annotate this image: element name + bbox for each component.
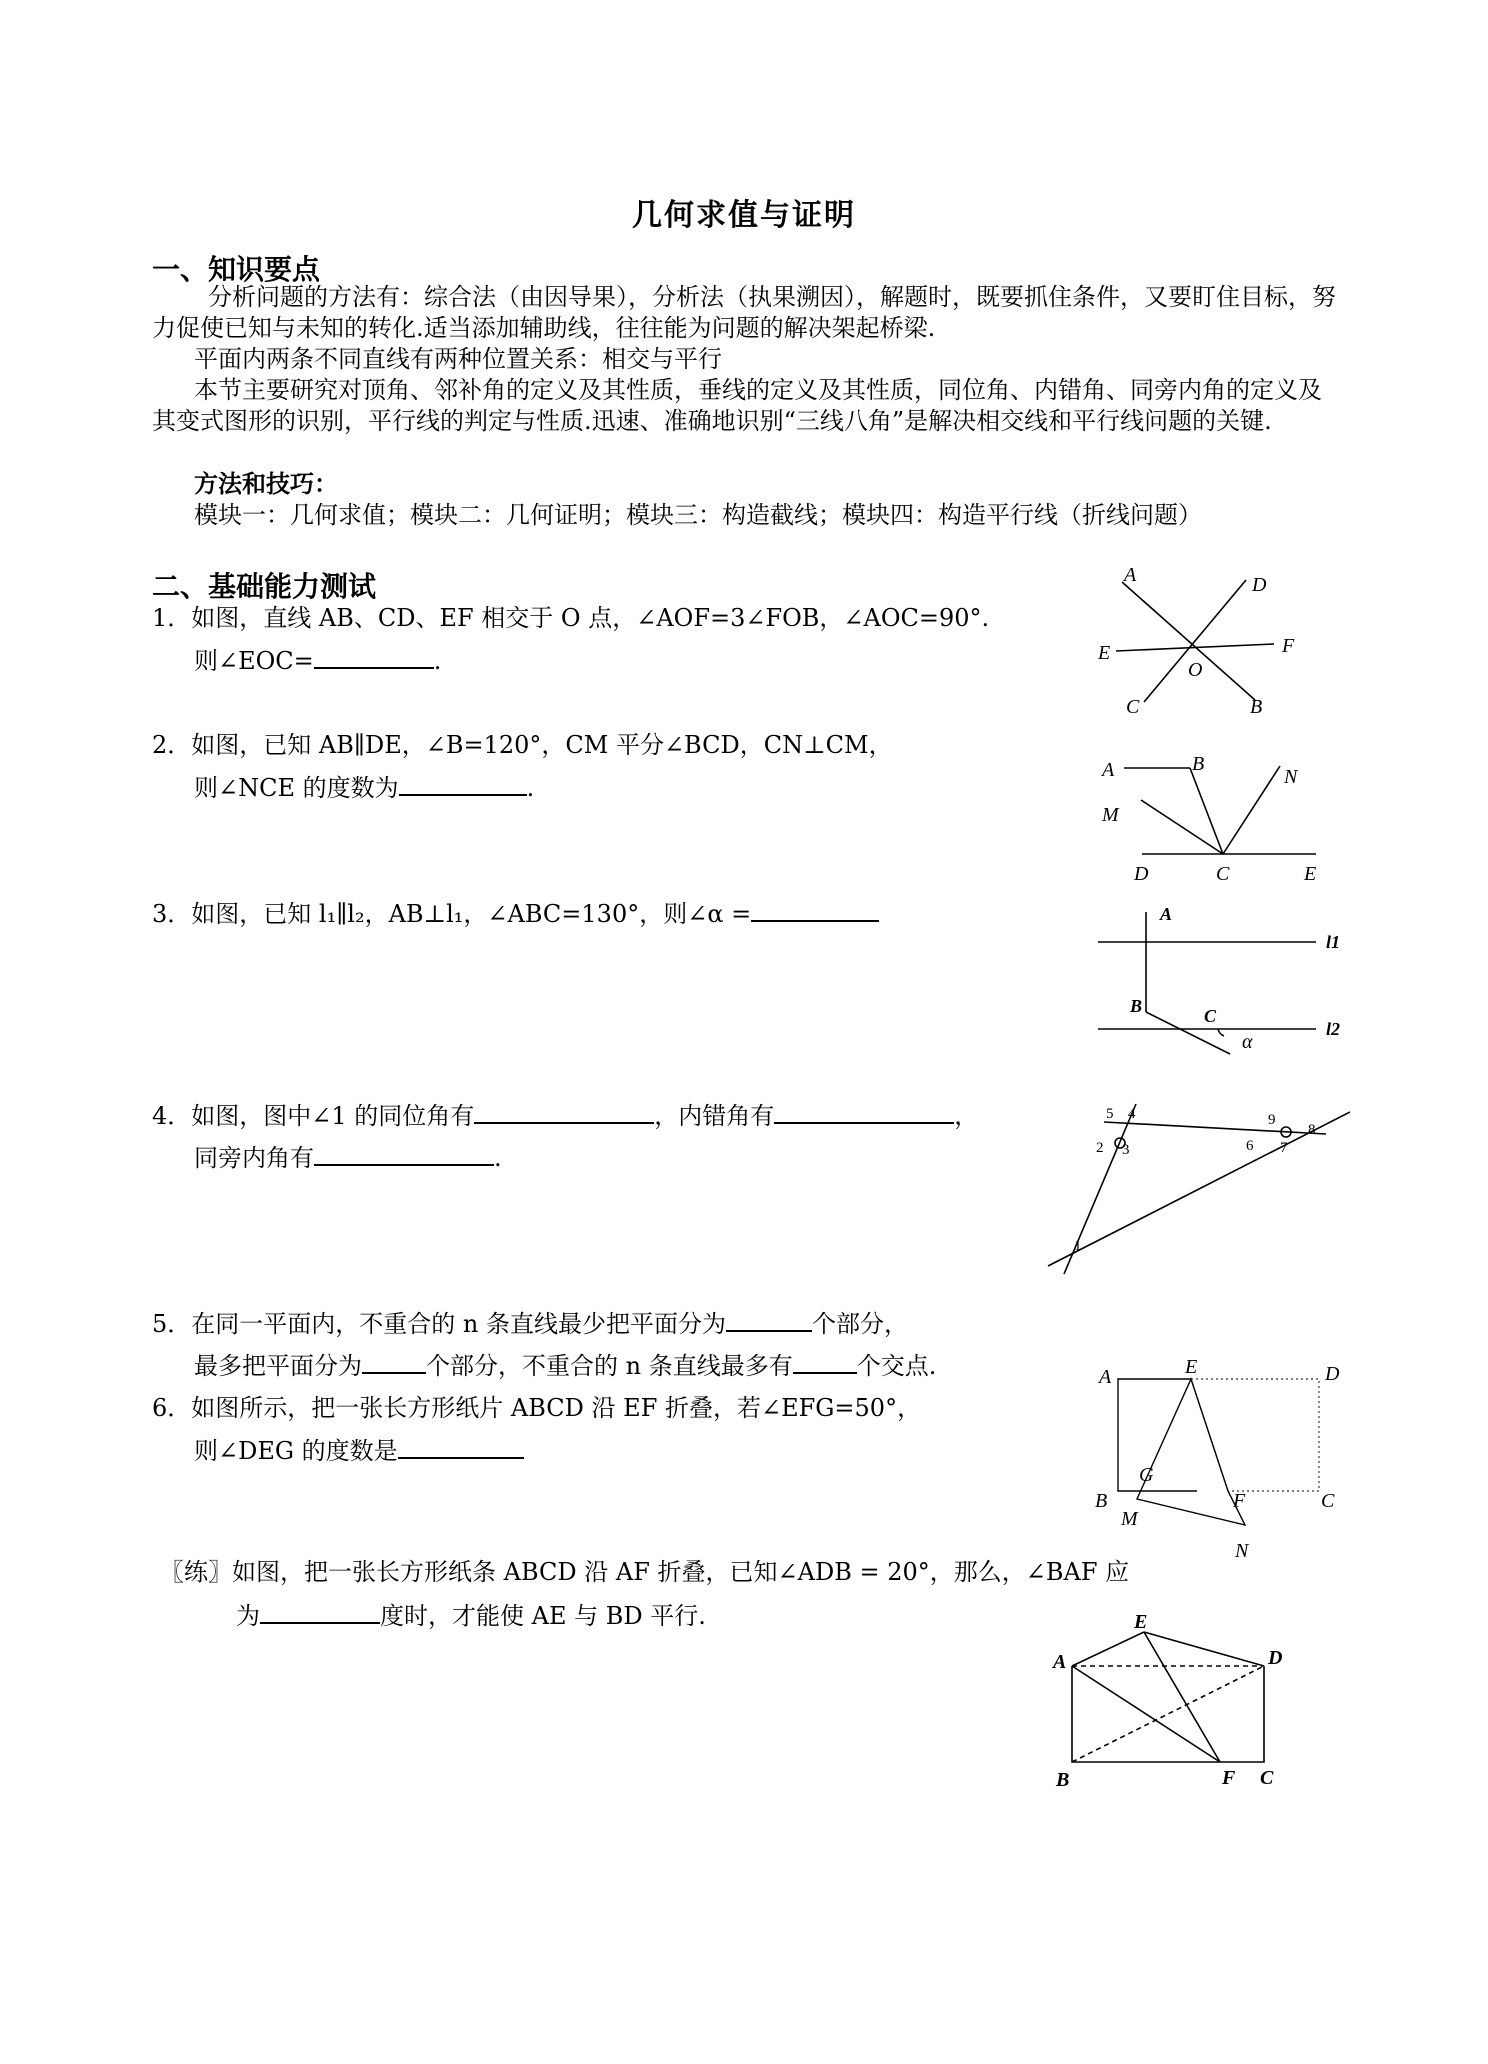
fig6-label-d: D [1268, 1647, 1283, 1669]
page-title: 几何求值与证明 [632, 198, 856, 233]
methods-modules: 模块一：几何求值；模块二：几何证明；模块三：构造截线；模块四：构造平行线（折线问题） [194, 501, 1202, 529]
fig5-label-c: C [1321, 1490, 1335, 1512]
question-2-line-1: 2．如图，已知 AB∥DE，∠B=120°，CM 平分∠BCD，CN⊥CM， [152, 731, 893, 759]
fig3-label-b: B [1130, 996, 1143, 1016]
fig3-label-c: C [1204, 1006, 1217, 1026]
fig6-label-e: E [1134, 1611, 1148, 1633]
fig1-label-e: E [1098, 642, 1111, 664]
methods-heading: 方法和技巧： [194, 469, 338, 498]
fig2-label-e: E [1304, 863, 1317, 885]
answer-blank[interactable] [260, 1600, 380, 1624]
fig6-label-c: C [1260, 1767, 1274, 1789]
figure-2-parallel-lines [1090, 748, 1340, 888]
answer-blank[interactable] [362, 1350, 426, 1374]
fig1-label-o: O [1188, 659, 1203, 681]
fig3-label-l1: l1 [1326, 932, 1341, 952]
fig2-label-c: C [1216, 863, 1230, 885]
question-2-line-2: 则∠NCE 的度数为 . [194, 774, 535, 802]
paragraph-methods-analysis: 分析问题的方法有：综合法（由因导果），分析法（执果溯因），解题时，既要抓住条件，又要盯住目标，努力促使已知与未知的转化.适当添加辅助线，往往能为问题的解决架起桥梁. [152, 283, 1336, 342]
fig4-label-6: 6 [1246, 1138, 1254, 1154]
fig1-label-f: F [1282, 635, 1295, 657]
fig4-label-8: 8 [1308, 1122, 1316, 1138]
fig4-label-7: 7 [1280, 1140, 1288, 1156]
fig5-label-a: A [1099, 1366, 1112, 1388]
fig2-label-b: B [1192, 753, 1205, 775]
answer-blank[interactable] [314, 1142, 494, 1166]
answer-blank[interactable] [774, 1100, 954, 1124]
question-3: 3．如图，已知 l₁∥l₂，AB⊥l₁，∠ABC=130°，则∠α = [152, 898, 879, 930]
question-6-line-1: 6．如图所示，把一张长方形纸片 ABCD 沿 EF 折叠，若∠EFG=50°， [152, 1394, 922, 1422]
fig2-label-n: N [1284, 766, 1298, 788]
fig2-label-m: M [1102, 804, 1119, 826]
fig1-label-c: C [1126, 696, 1140, 718]
answer-blank[interactable] [726, 1308, 812, 1332]
answer-blank[interactable] [793, 1350, 857, 1374]
fig6-label-b: B [1056, 1769, 1070, 1791]
answer-blank[interactable] [399, 772, 527, 796]
answer-blank[interactable] [314, 645, 434, 669]
question-5-line-1: 5．在同一平面内，不重合的 n 条直线最少把平面分为 个部分， [152, 1310, 908, 1338]
fig6-label-f: F [1222, 1767, 1236, 1789]
figure-3-parallel-lines-angle [1080, 900, 1350, 1060]
section-heading-2: 二、基础能力测试 [152, 570, 377, 603]
figure-6-folded-strip [1050, 1610, 1295, 1800]
fig3-label-alpha: α [1242, 1031, 1253, 1053]
paragraph-section-scope: 本节主要研究对顶角、邻补角的定义及其性质，垂线的定义及其性质，同位角、内错角、同旁内角的定义及其变式图形的识别，平行线的判定与性质.迅速、准确地识别“三线八角”是解决相交线和平行线问题的关键. [152, 376, 1322, 435]
fig2-label-d: D [1134, 863, 1149, 885]
question-1-line-1: 1．如图，直线 AB、CD、EF 相交于 O 点，∠AOF=3∠FOB，∠AOC=90°. [152, 604, 990, 632]
fig5-label-f: F [1233, 1490, 1246, 1512]
fig5-label-d: D [1325, 1363, 1340, 1385]
fig5-label-n: N [1235, 1540, 1249, 1562]
answer-blank[interactable] [751, 898, 879, 922]
practice-line-2: 为 度时，才能使 AE 与 BD 平行. [236, 1602, 706, 1630]
fig5-label-b: B [1095, 1490, 1108, 1512]
paragraph-line-relations: 平面内两条不同直线有两种位置关系：相交与平行 [194, 345, 722, 373]
answer-blank[interactable] [398, 1435, 524, 1459]
fig4-label-4: 4 [1128, 1106, 1136, 1122]
fig3-label-l2: l2 [1326, 1019, 1341, 1039]
practice-line-1: 〖练〗如图，把一张长方形纸条 ABCD 沿 AF 折叠，已知∠ADB = 20°，那么，∠BAF 应 [160, 1558, 1130, 1586]
answer-blank[interactable] [474, 1100, 654, 1124]
question-1-line-2: 则∠EOC= . [194, 647, 442, 675]
fig4-label-9: 9 [1268, 1112, 1276, 1128]
figure-4-transversals [1040, 1090, 1350, 1290]
fig4-label-3: 3 [1122, 1142, 1130, 1158]
question-6-line-2: 则∠DEG 的度数是 [194, 1435, 524, 1467]
figure-5-folded-rectangle [1085, 1355, 1350, 1565]
fig1-label-a: A [1124, 564, 1137, 586]
fig4-label-1: 1 [1074, 1238, 1082, 1254]
figure-1-intersecting-lines [1090, 560, 1310, 730]
fig4-label-2: 2 [1096, 1140, 1104, 1156]
question-4-line-2: 同旁内角有 . [194, 1144, 502, 1172]
fig5-label-g: G [1139, 1464, 1154, 1486]
section-heading-1: 一、知识要点 [152, 253, 321, 286]
fig2-label-a: A [1102, 759, 1115, 781]
question-5-line-2: 最多把平面分为 个部分，不重合的 n 条直线最多有 个交点. [194, 1352, 937, 1380]
fig4-label-5: 5 [1106, 1106, 1114, 1122]
fig6-label-a: A [1053, 1651, 1067, 1673]
fig5-label-m: M [1121, 1508, 1138, 1530]
fig5-label-e: E [1185, 1356, 1198, 1378]
question-4-line-1: 4．如图，图中∠1 的同位角有 ，内错角有 ， [152, 1102, 979, 1130]
fig1-label-b: B [1250, 696, 1263, 718]
fig3-label-a: A [1160, 904, 1173, 924]
fig1-label-d: D [1252, 574, 1267, 596]
